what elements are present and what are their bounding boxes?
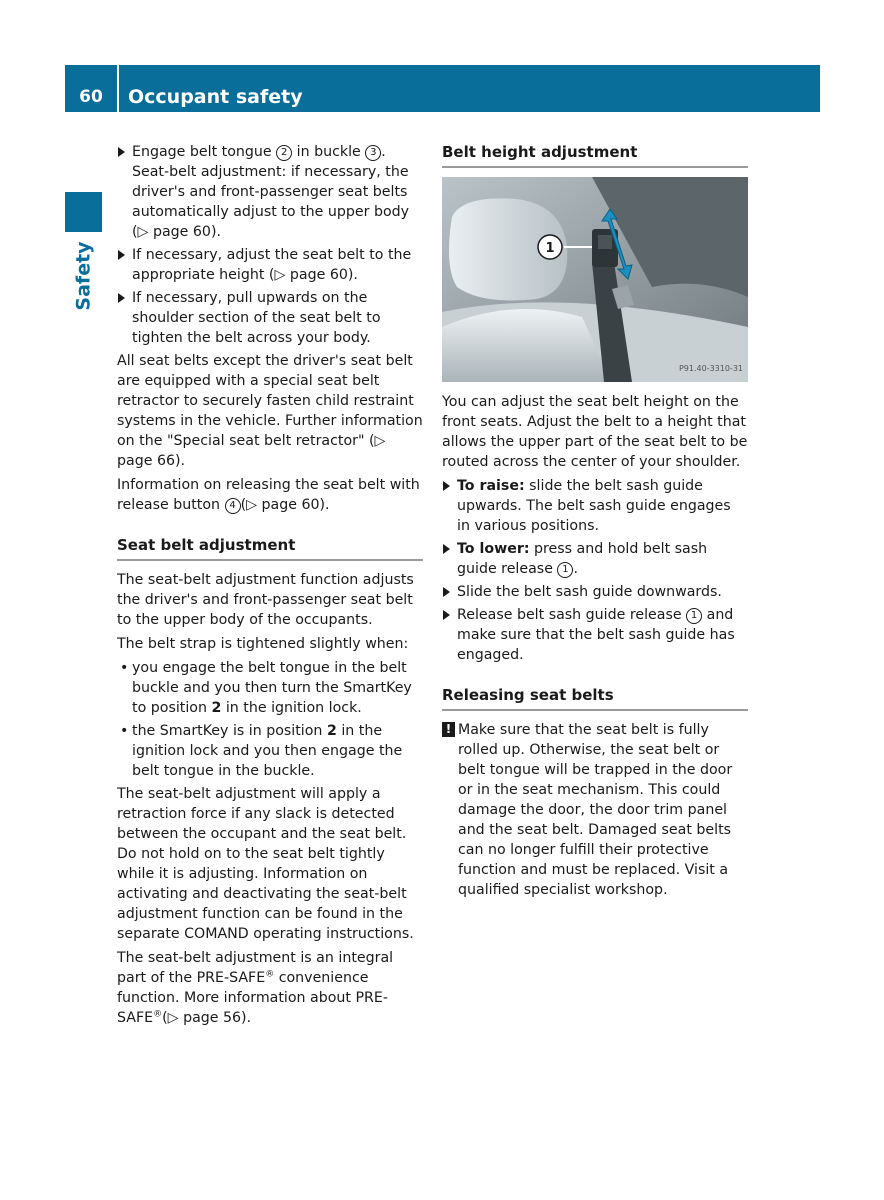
paragraph-adjust-function: The seat-belt adjustment function adjusts the driver's and front-passenger seat belt to the upper body of the occupants. bbox=[117, 572, 414, 628]
instruction-result: Seat-belt adjustment: if necessary, the driver's and front-passenger seat belts automatically adjust to the upper body (▷ page 60). bbox=[132, 164, 410, 240]
paragraph-retractor: All seat belts except the driver's seat belt are equipped with a special seat belt retractor to securely fasten child restraint systems in the vehicle. Further information on the "Special seat belt retractor" (▷ page 66). bbox=[117, 353, 423, 469]
figure-callout-1: 1 bbox=[545, 241, 555, 256]
instruction-tighten-belt: If necessary, pull upwards on the shoulder section of the seat belt to tighten the belt across your body. bbox=[117, 288, 423, 348]
registered-mark: ® bbox=[265, 969, 275, 980]
heading-belt-height-adjustment: Belt height adjustment bbox=[442, 142, 748, 168]
instruction-adjust-height: If necessary, adjust the seat belt to the appropriate height (▷ page 60). bbox=[117, 245, 423, 285]
callout-4: 4 bbox=[225, 498, 241, 514]
paragraph-retraction-force: The seat-belt adjustment will apply a retraction force if any slack is detected between the occupant and the seat belt. Do not hold on to the seat belt tightly while it is adjusting. Information on activating and deactivating the seat-belt adjustment function can be found in the separate COMAND operating instructions. bbox=[117, 786, 414, 942]
exclamation-icon: ! bbox=[442, 722, 455, 737]
page-number: 60 bbox=[79, 87, 103, 107]
belt-height-illustration bbox=[442, 177, 748, 382]
callout-3: 3 bbox=[365, 145, 381, 161]
callout-1: 1 bbox=[557, 562, 573, 578]
registered-mark: ® bbox=[153, 1009, 163, 1020]
figure-code: P91.40-3310-31 bbox=[678, 364, 743, 373]
instruction-slide-down: Slide the belt sash guide downwards. bbox=[442, 582, 748, 602]
page-title: Occupant safety bbox=[128, 86, 303, 108]
left-column bbox=[117, 142, 423, 1032]
callout-2: 2 bbox=[276, 145, 292, 161]
belt-height-figure bbox=[442, 177, 748, 382]
heading-seat-belt-adjustment: Seat belt adjustment bbox=[117, 535, 423, 561]
instruction-release-guide: Release belt sash guide release 1 and make sure that the belt sash guide has engaged. bbox=[442, 605, 748, 665]
list-item-engage-then-turn: • you engage the belt tongue in the belt buckle and you then turn the SmartKey to position 2 in the ignition lock. bbox=[117, 658, 423, 718]
heading-releasing-seat-belts: Releasing seat belts bbox=[442, 685, 748, 711]
section-tab bbox=[65, 238, 102, 313]
instruction-lower: To lower: press and hold belt sash guide release 1 . bbox=[442, 539, 748, 579]
header-divider bbox=[117, 65, 119, 112]
page-header bbox=[65, 65, 820, 112]
section-tab-label: Safety bbox=[72, 240, 95, 311]
paragraph-release: Information on releasing the seat belt with release button 4 (▷ page 60). bbox=[117, 477, 420, 513]
instruction-engage-tongue: Engage belt tongue 2 in buckle 3 . Seat-belt adjustment: if necessary, the driver's and front-passenger seat belts automatically adjust to the upper body (▷ page 60). bbox=[117, 142, 423, 242]
instruction-raise: To raise: slide the belt sash guide upwards. The belt sash guide engages in various positions. bbox=[442, 476, 748, 536]
warning-note bbox=[442, 720, 748, 900]
list-item-turn-then-engage: • the SmartKey is in position 2 in the ignition lock and you then engage the belt tongue in the buckle. bbox=[117, 721, 423, 781]
paragraph-adjust-height: You can adjust the seat belt height on the front seats. Adjust the belt to a height that allows the upper part of the seat belt to be routed across the center of your shoulder. bbox=[442, 394, 748, 470]
paragraph-pre-safe: The seat-belt adjustment is an integral part of the PRE-SAFE® convenience function. More information about PRE-SAFE®(▷ page 56). bbox=[117, 950, 394, 1026]
paragraph-strap-tightened: The belt strap is tightened slightly when: bbox=[117, 636, 409, 652]
right-column bbox=[442, 142, 748, 900]
section-marker bbox=[65, 192, 102, 232]
warning-text: Make sure that the seat belt is fully rolled up. Otherwise, the seat belt or belt tongue will be trapped in the door or in the seat mechanism. This could damage the door, the door trim panel and the seat belt. Damaged seat belts can no longer fulfill their protective function and must be replaced. Visit a qualified specialist workshop. bbox=[458, 722, 733, 898]
callout-1: 1 bbox=[686, 608, 702, 624]
